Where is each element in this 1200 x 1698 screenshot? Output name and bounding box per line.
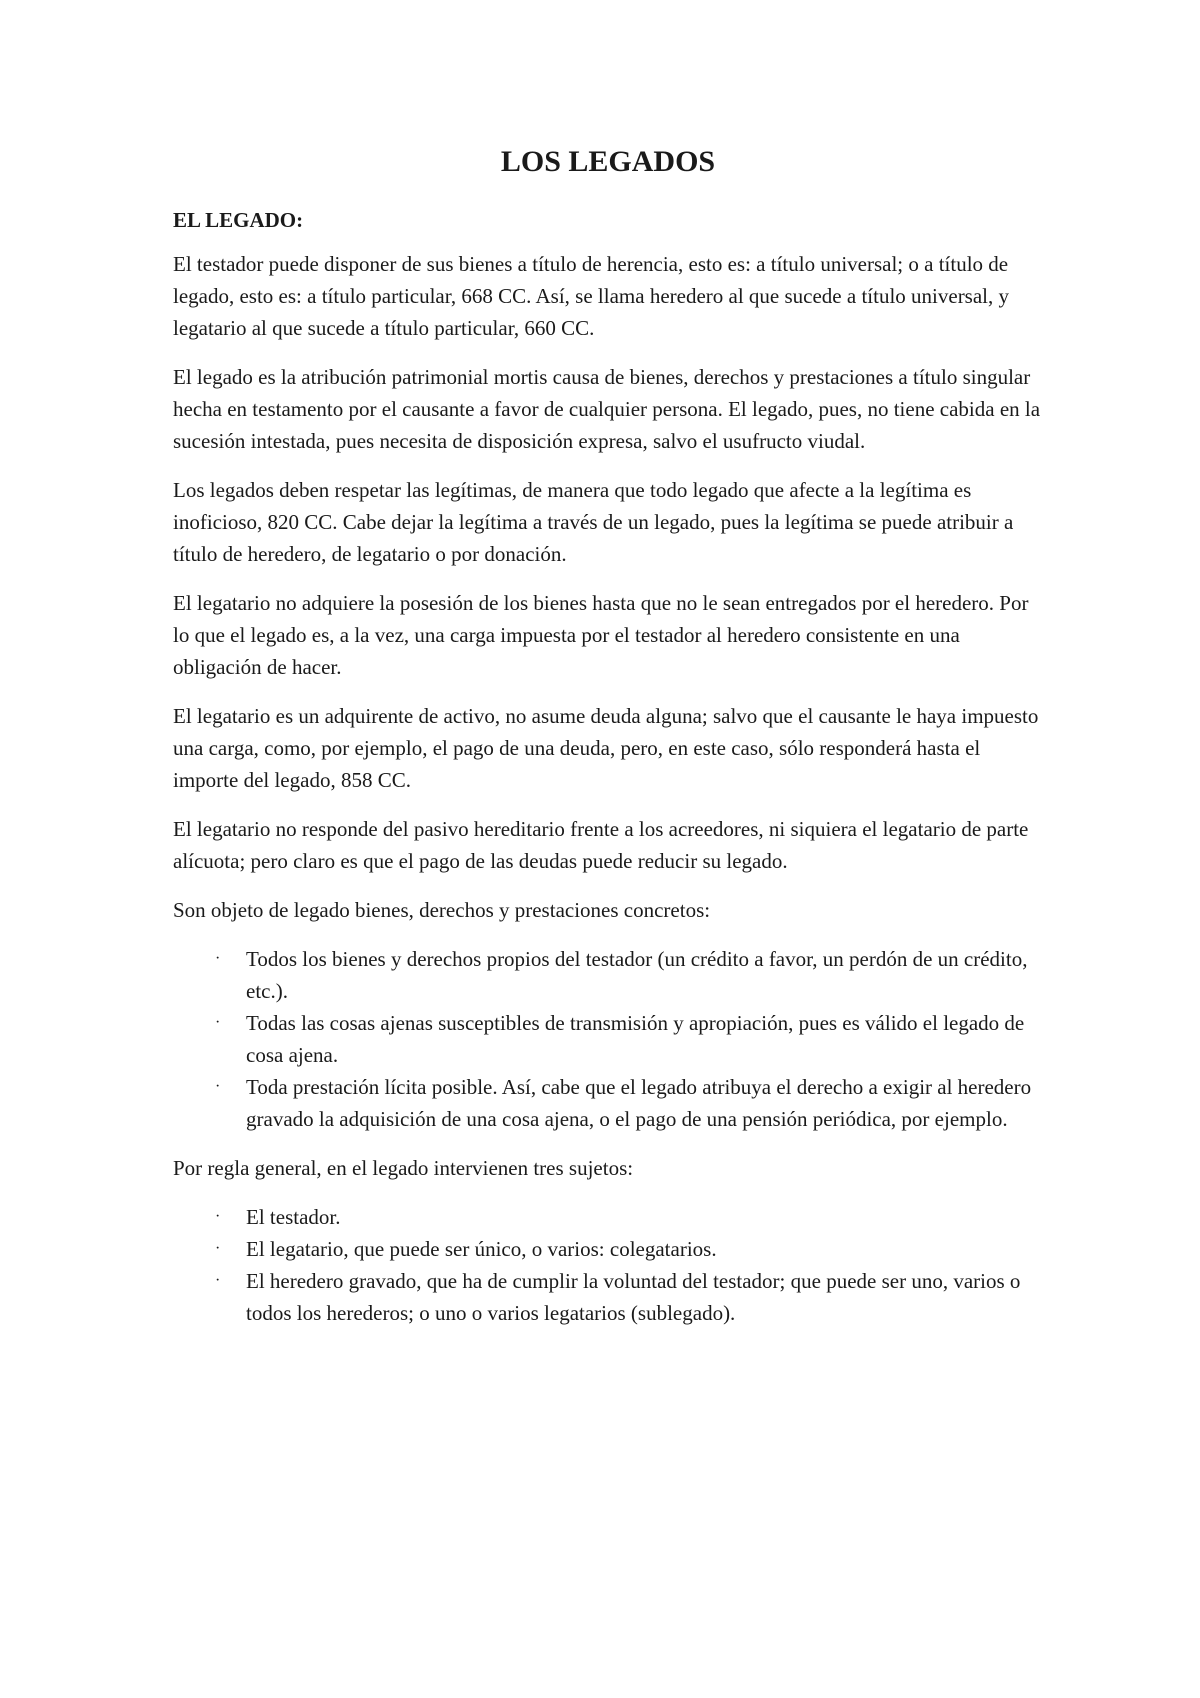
paragraph: El legatario no adquiere la posesión de los bienes hasta que no le sean entregados por el heredero. Por lo que el legado es, a la vez, una carga impuesta por el testador al heredero consistente en una obligación de hacer.: [173, 591, 1029, 679]
list-item: [173, 1007, 1043, 1071]
list-item-text: Todas las cosas ajenas susceptibles de transmisión y apropiación, pues es válido el legado de cosa ajena.: [246, 1011, 1025, 1067]
paragraph: El legatario es un adquirente de activo, no asume deuda alguna; salvo que el causante le haya impuesto una carga, como, por ejemplo, el pago de una deuda, pero, en este caso, sólo responderá hasta el importe del legado, 858 CC.: [173, 704, 1039, 792]
list-item-text: El heredero gravado, que ha de cumplir la voluntad del testador; que puede ser uno, varios o todos los herederos; o uno o varios legatarios (sublegado).: [246, 1269, 1021, 1325]
list-item-text: El testador.: [246, 1205, 341, 1229]
objects-list: [173, 943, 1043, 1135]
list-item: [173, 943, 1043, 1007]
paragraph: El legado es la atribución patrimonial mortis causa de bienes, derechos y prestaciones a título singular hecha en testamento por el causante a favor de cualquier persona. El legado, pues, no tiene cabida en la sucesión intestada, pues necesita de disposición expresa, salvo el usufructo viudal.: [173, 365, 1041, 453]
paragraph: Los legados deben respetar las legítimas, de manera que todo legado que afecte a la legítima es inoficioso, 820 CC. Cabe dejar la legítima a través de un legado, pues la legítima se puede atribuir a título de heredero, de legatario o por donación.: [173, 478, 1014, 566]
list-item: [173, 1265, 1043, 1329]
bullet-icon: ·: [215, 1272, 221, 1289]
list-item: [173, 1071, 1043, 1135]
list-item-text: Toda prestación lícita posible. Así, cabe que el legado atribuya el derecho a exigir al heredero gravado la adquisición de una cosa ajena, o el pago de una pensión periódica, por ejemplo.: [246, 1075, 1032, 1131]
list-item-text: Todos los bienes y derechos propios del testador (un crédito a favor, un perdón de un crédito, etc.).: [246, 947, 1028, 1003]
paragraph: El testador puede disponer de sus bienes a título de herencia, esto es: a título universal; o a título de legado, esto es: a título particular, 668 CC. Así, se llama heredero al que sucede a título universal, y legatario al que sucede a título particular, 660 CC.: [173, 252, 1010, 340]
bullet-icon: ·: [215, 1014, 221, 1031]
list-item: [173, 1233, 1043, 1265]
paragraph: El legatario no responde del pasivo hereditario frente a los acreedores, ni siquiera el legatario de parte alícuota; pero claro es que el pago de las deudas puede reducir su legado.: [173, 817, 1029, 873]
page-title: LOS LEGADOS: [500, 145, 716, 178]
bullet-icon: ·: [215, 950, 221, 967]
section-heading: EL LEGADO:: [173, 208, 304, 232]
list-item-text: El legatario, que puede ser único, o varios: colegatarios.: [246, 1237, 717, 1261]
list-item: [173, 1201, 1043, 1233]
subjects-list: [173, 1201, 1043, 1329]
paragraph: Por regla general, en el legado intervienen tres sujetos:: [173, 1156, 634, 1180]
bullet-icon: ·: [215, 1078, 221, 1095]
bullet-icon: ·: [215, 1208, 221, 1225]
document-body: [173, 142, 1043, 1346]
paragraph: Son objeto de legado bienes, derechos y prestaciones concretos:: [173, 898, 711, 922]
bullet-icon: ·: [215, 1240, 221, 1257]
